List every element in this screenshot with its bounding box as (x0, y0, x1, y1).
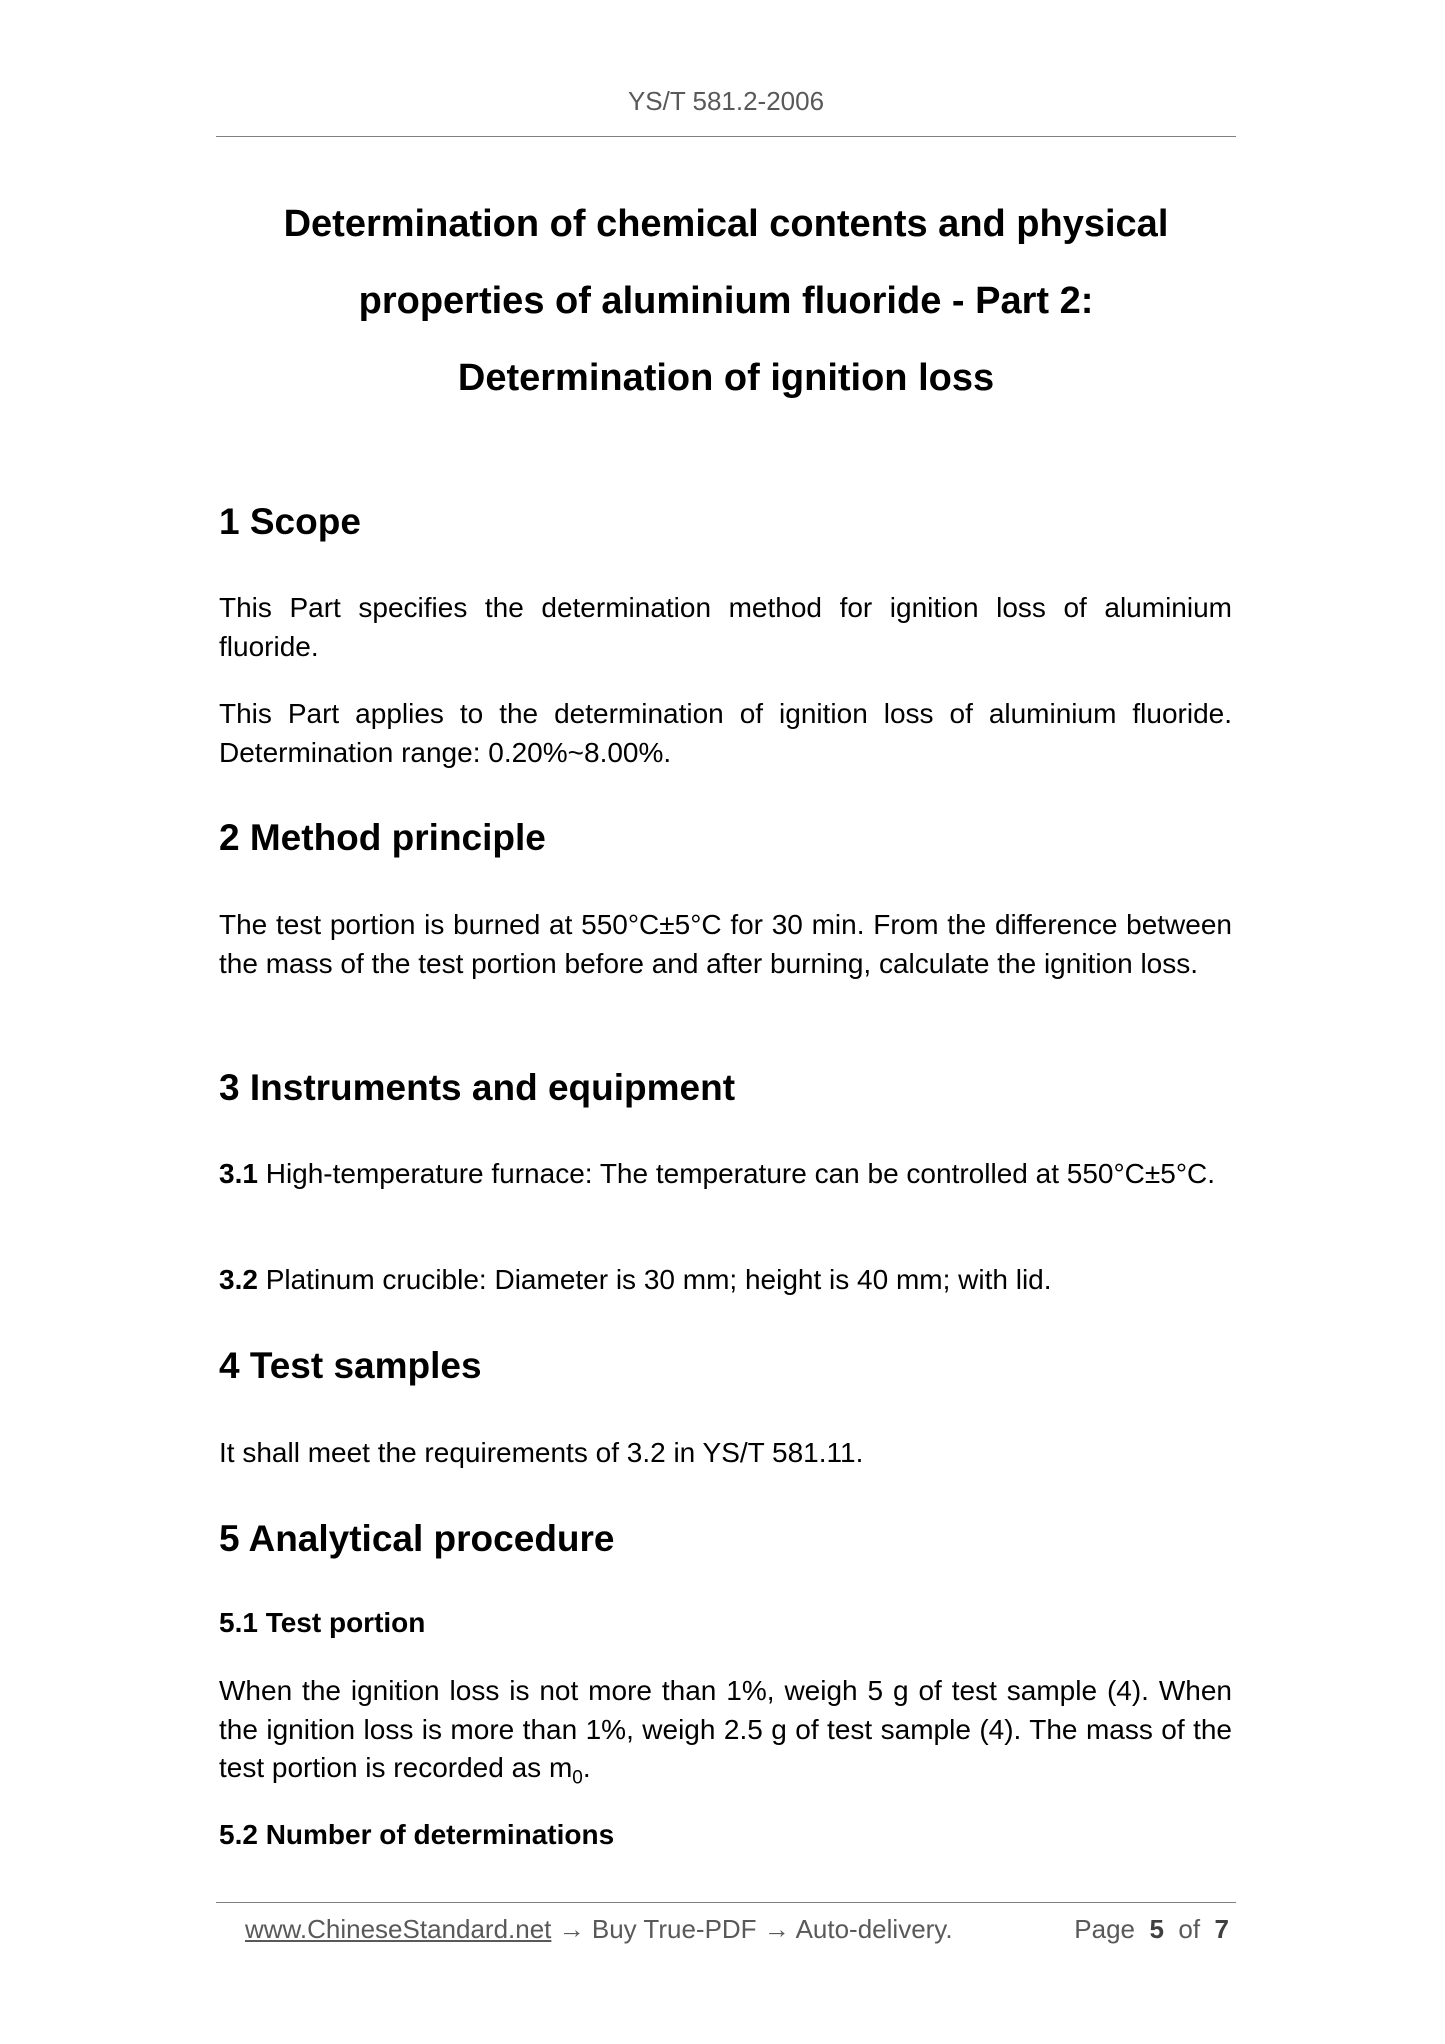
page-total: 7 (1214, 1914, 1229, 1944)
title-line-3: Determination of ignition loss (457, 357, 995, 399)
item-number: 3.2 (219, 1264, 258, 1295)
document-title (216, 186, 1236, 417)
title-line-1: Determination of chemical contents and physical (283, 203, 1169, 245)
test-portion-text: When the ignition loss is not more than 1%, weigh 5 g of test sample (4). When the ignition loss is more than 1%, weigh 2.5 g of test sample (4). The mass of the test portion is recorded as m (219, 1675, 1232, 1783)
footer-divider (216, 1902, 1236, 1903)
item-text: Platinum crucible: Diameter is 30 mm; height is 40 mm; with lid. (257, 1264, 1052, 1295)
section-heading-analytical-procedure: 5 Analytical procedure (219, 1518, 615, 1559)
subsection-heading-number-of-determinations: 5.2 Number of determinations (219, 1819, 615, 1850)
page-footer (245, 1912, 1235, 1946)
sentence-end: . (582, 1752, 591, 1783)
section-heading-scope: 1 Scope (219, 501, 361, 542)
section-heading-method-principle: 2 Method principle (219, 817, 546, 858)
instrument-item-3-1 (219, 1155, 1232, 1194)
item-text: High-temperature furnace: The temperature can be controlled at 550°C±5°C. (257, 1158, 1216, 1189)
page-label: Page (1074, 1914, 1136, 1944)
subscript-zero: 0 (572, 1767, 583, 1789)
footer-tagline: → Buy True-PDF → Auto-delivery. (551, 1914, 953, 1944)
section-heading-test-samples: 4 Test samples (219, 1345, 482, 1386)
page-indicator (1074, 1912, 1229, 1946)
header-divider (216, 136, 1236, 137)
site-link[interactable]: www.ChineseStandard.net (245, 1914, 552, 1944)
method-principle-paragraph: The test portion is burned at 550°C±5°C for 30 min. From the difference between the mass of the test portion before and after burning, calculate the ignition loss. (219, 909, 1232, 979)
instrument-item-3-2 (219, 1261, 1232, 1300)
scope-paragraph-1: This Part specifies the determination method for ignition loss of aluminium fluoride. (219, 592, 1232, 662)
item-number: 3.1 (219, 1158, 258, 1189)
test-portion-paragraph (219, 1672, 1232, 1798)
title-line-2: properties of aluminium fluoride - Part 2: (358, 280, 1094, 322)
section-heading-instruments: 3 Instruments and equipment (219, 1067, 736, 1108)
page-of: of (1178, 1914, 1201, 1944)
subsection-heading-test-portion: 5.1 Test portion (219, 1607, 426, 1638)
header-standard-code: YS/T 581.2-2006 (627, 86, 825, 116)
test-samples-paragraph: It shall meet the requirements of 3.2 in YS/T 581.11. (219, 1437, 864, 1468)
page-current: 5 (1149, 1914, 1164, 1944)
scope-paragraph-2: This Part applies to the determination of ignition loss of aluminium fluoride. Determination range: 0.20%~8.00%. (219, 698, 1232, 768)
